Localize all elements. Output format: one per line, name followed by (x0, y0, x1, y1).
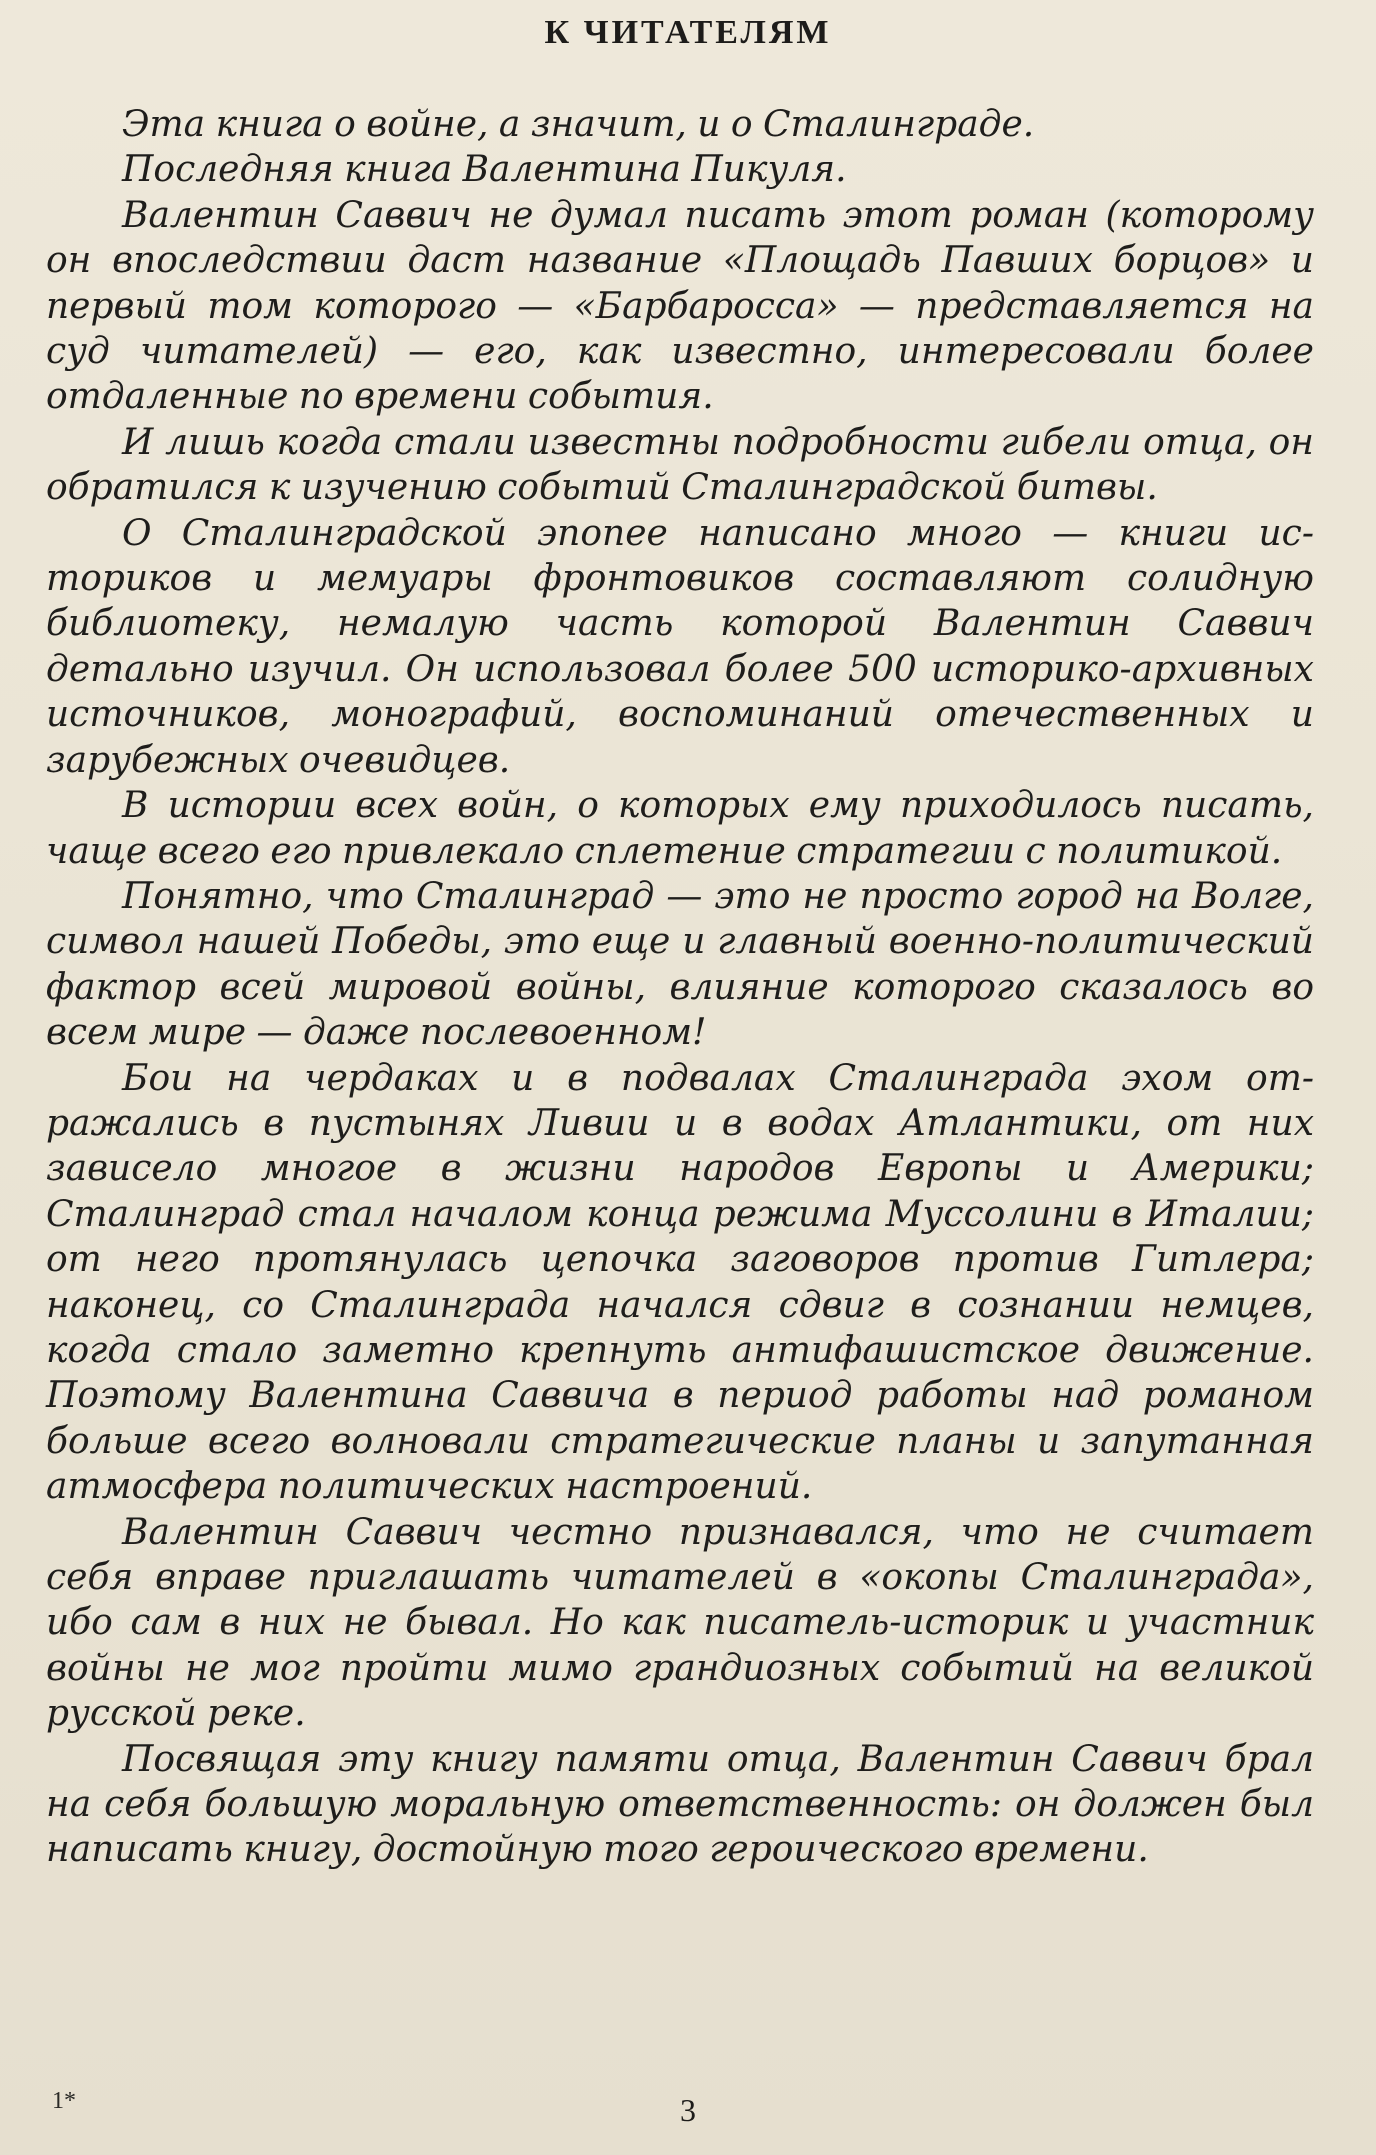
signature-mark: 1* (52, 2088, 76, 2114)
paragraph: Валентин Саввич не думал писать этот роман (которому он впоследствии даст название «Площадь Павших борцов» и первый том которого — «Барбаросса» — представляется на суд читателей) — его, как известно, интересовали более отдаленные по времени события. (46, 194, 1314, 418)
paragraph: О Сталинградской эпопее написано много — книги историков и мемуары фронтовиков составляют солидную библиотеку, немалую часть которой Валентин Саввич детально изучил. Он использовал более 500 историко-архивных источников, монографий, воспоминаний отечественных и зарубежных очевидцев. (46, 512, 1314, 781)
page-number: 3 (680, 2092, 696, 2128)
paragraph: Понятно, что Сталинград — это не просто город на Волге, символ нашей Победы, это еще и главный военно-политический фактор всей мировой войны, влияние которого сказалось во всем мире — даже послевоенном! (46, 875, 1314, 1054)
paragraph: Последняя книга Валентина Пикуля. (122, 149, 847, 191)
paragraph: Посвящая эту книгу памяти отца, Валентин Саввич брал на себя большую моральную ответственность: он должен был написать книгу, достойную того героического времени. (46, 1738, 1314, 1871)
body-text (46, 102, 1314, 1873)
paragraph: Эта книга о войне, а значит, и о Сталинграде. (122, 104, 1035, 145)
paragraph: Валентин Саввич честно признавался, что не считает себя вправе приглашать читателей в «окопы Сталинграда», ибо сам в них не бывал. Но как писатель-историк и участник войны не мог пройти мимо грандиозных событий на великой русской реке. (46, 1511, 1314, 1735)
page-title: К ЧИТАТЕЛЯМ (544, 14, 832, 51)
paragraph: В истории всех войн, о которых ему приходилось писать, чаще всего его привлекало сплетение стратегии с политикой. (46, 785, 1314, 872)
paragraph: Бои на чердаках и в подвалах Сталинграда эхом отражались в пустынях Ливии и в водах Атлантики, от них зависело многое в жизни народов Европы и Америки; Сталинград стал началом конца режима Муссолини в Италии; от него протянулась цепочка заговоров против Гитлера; наконец, со Сталинграда начался сдвиг в сознании немцев, когда стало заметно крепнуть антифашистское движение. Поэтому Валентина Саввича в период работы над романом больше всего волновали стратегические планы и запутанная атмосфера политических настроений. (46, 1057, 1314, 1508)
paragraph: И лишь когда стали известны подробности гибели отца, он обратился к изучению событий Сталинградской битвы. (46, 421, 1314, 509)
